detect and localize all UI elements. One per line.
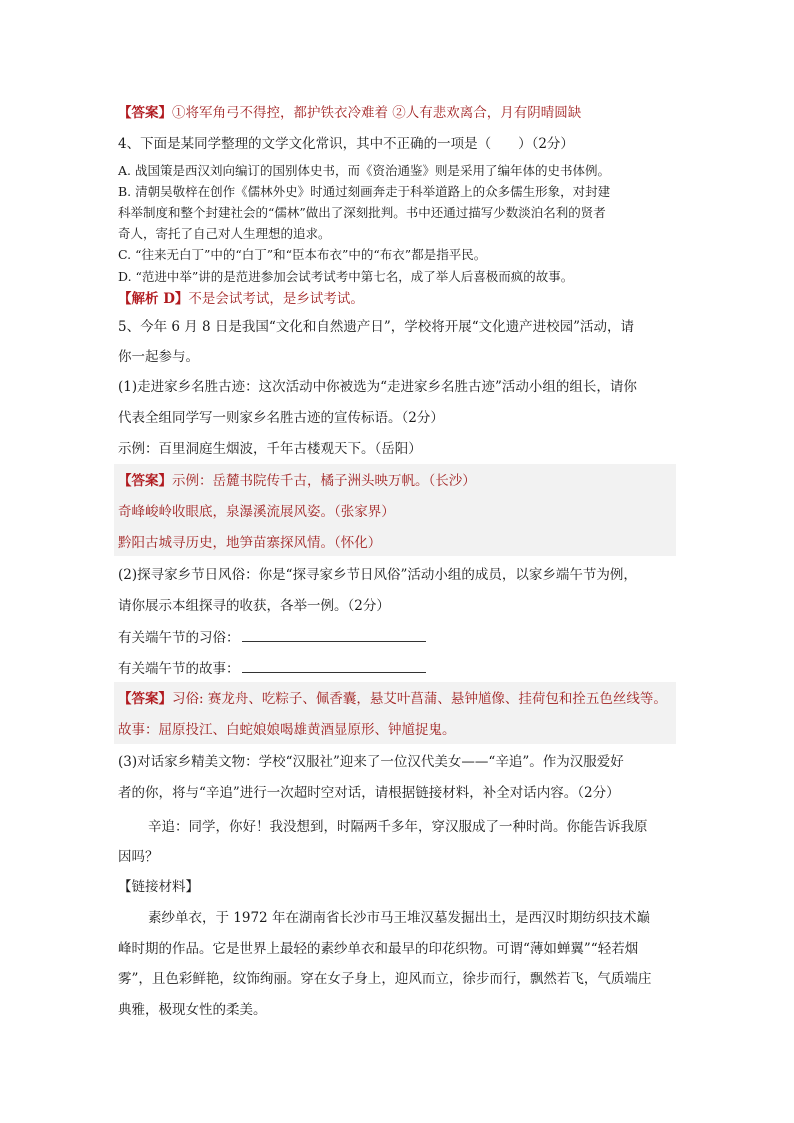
answer-1-line-2: 奇峰峻岭收眼底，泉瀑溪流展风姿。（张家界） — [118, 504, 395, 520]
link-material-line-3: 雾”，且色彩鲜艳，纹饰绚丽。穿在女子身上，迎风而立，徐步而行，飘然若飞，气质端庄 — [118, 971, 652, 987]
answer-1-line-3: 黔阳古城寻历史，地笋苗寨探风情。（怀化） — [118, 535, 382, 551]
answer-tag: 【答案】 — [118, 691, 172, 707]
question-4-stem: 4、下面是某同学整理的文学文化常识，其中不正确的一项是（ ）（2分） — [118, 136, 574, 152]
answer-text: ①将军角弓不得控，都护铁衣冷难着 ②人有悲欢离合，月有阴晴圆缺 — [172, 105, 582, 121]
part-1-prompt-cont: 代表全组同学写一则家乡名胜古迹的宣传标语。（2分） — [118, 410, 444, 426]
answer-tag: 【答案】 — [118, 473, 172, 489]
dialog-line-cont: 因吗？ — [118, 849, 159, 865]
fill-custom-row — [118, 628, 426, 647]
fill-story-blank[interactable] — [242, 659, 426, 673]
link-material-line-4: 典雅，极现女性的柔美。 — [118, 1002, 267, 1018]
answer-1-line-1 — [118, 472, 476, 490]
answer-2-line-1 — [118, 690, 667, 708]
link-material-line-1: 素纱单衣，于 1972 年在湖南省长沙市马王堆汉墓发掘出土，是西汉时期纺织技术巅 — [148, 910, 650, 926]
question-5-intro-cont: 你一起参与。 — [118, 349, 199, 365]
part-1-prompt: (1)走进家乡名胜古迹：这次活动中你被选为“走进家乡名胜古迹”活动小组的组长，请你 — [118, 379, 637, 395]
analysis-text: 不是会试考试，是乡试考试。 — [188, 291, 364, 307]
answer-text: 习俗: 赛龙舟、吃粽子、佩香囊，悬艾叶菖蒲、悬钟馗像、挂荷包和拴五色丝线等。 — [172, 691, 667, 707]
fill-custom-blank[interactable] — [242, 628, 426, 642]
option-b: B. 清朝吴敬梓在创作《儒林外史》时通过刻画奔走于科举道路上的众多儒生形象，对封建 — [118, 184, 611, 199]
part-3-prompt: (3)对话家乡精美文物：学校“汉服社”迎来了一位汉代美女——“辛追”。作为汉服爱好 — [118, 754, 624, 770]
q4-analysis — [118, 290, 364, 308]
option-b-cont: 奇人，寄托了自己对人生理想的追求。 — [118, 226, 331, 241]
part-3-prompt-cont: 者的你，将与“辛追”进行一次超时空对话，请根据链接材料，补全对话内容。（2分） — [118, 785, 620, 801]
option-b-cont: 科举制度和整个封建社会的“儒林”做出了深刻批判。书中还通过描写少数淡泊名利的贤者 — [118, 205, 606, 220]
option-c: C. “往来无白丁”中的“白丁”和“臣本布衣”中的“布衣”都是指平民。 — [118, 247, 487, 262]
answer-2-line-2: 故事：屈原投江、白蛇娘娘喝雄黄酒显原形、钟馗捉鬼。 — [118, 722, 456, 738]
fill-story-row — [118, 659, 426, 678]
part-1-example: 示例：百里洞庭生烟波，千年古楼观天下。（岳阳） — [118, 441, 422, 457]
option-d: D. “范进中举”讲的是范进参加会试考试考中第七名，成了举人后喜极而疯的故事。 — [118, 269, 574, 284]
fill-story-label: 有关端午节的故事： — [118, 661, 240, 677]
answer-tag: 【答案】 — [118, 105, 172, 121]
link-material-line-2: 峰时期的作品。它是世界上最轻的素纱单衣和最早的印花织物。可谓“薄如蝉翼”“轻若烟 — [118, 941, 639, 957]
dialog-line: 辛追：同学，你好！我没想到，时隔两千多年，穿汉服成了一种时尚。你能告诉我原 — [148, 819, 648, 835]
q3-answer-line — [118, 104, 581, 122]
part-2-prompt: (2)探寻家乡节日风俗：你是“探寻家乡节日风俗”活动小组的成员，以家乡端午节为例， — [118, 567, 637, 583]
link-material-title: 【链接材料】 — [118, 879, 199, 895]
question-5-intro: 5、今年 6 月 8 日是我国“文化和自然遗产日”，学校将开展“文化遗产进校园”活动，请 — [118, 319, 635, 335]
answer-text: 示例：岳麓书院传千古，橘子洲头映万帆。（长沙） — [172, 473, 476, 489]
part-2-prompt-cont: 请你展示本组探寻的收获，各举一例。（2分） — [118, 598, 390, 614]
option-a: A. 战国策是西汉刘向编订的国别体史书，而《资治通鉴》则是采用了编年体的史书体例。 — [118, 163, 610, 178]
fill-custom-label: 有关端午节的习俗： — [118, 630, 240, 646]
analysis-tag: 【解析 D】 — [118, 291, 189, 307]
